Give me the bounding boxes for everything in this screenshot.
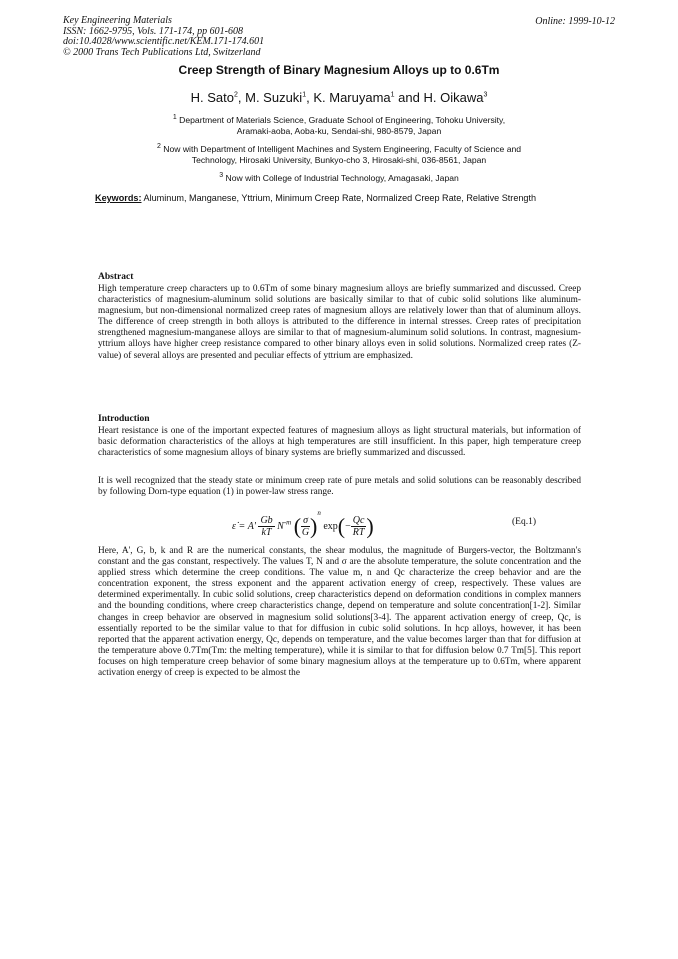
abstract-heading: Abstract [98, 272, 134, 282]
journal-header [63, 16, 264, 58]
affiliation-2: $^2$ Now with Department of Intelligent Machines and System Engineering, Faculty of Science and Technology, Hirosaki University, Bunkyo-cho 3, Hirosaki-shi, 036-8561, Japan [156, 143, 522, 166]
eq-fraction-gb-kt: $\frac{Gb}{kT}$ [260, 515, 273, 539]
copyright: © 2000 Trans Tech Publications Ltd, Switzerland [63, 46, 261, 58]
author-sup: 1 [302, 91, 307, 99]
equation-label: (Eq.1) [512, 517, 537, 527]
author-list: H. Sato$^2$, M. Suzuki$^1$, K. Maruyama$^1$ and H. Oikawa$^3$ [190, 90, 488, 105]
issn: ISSN: 1662-9795, Vols. 171-174, pp 601-608 [63, 25, 243, 37]
dorn-equation: ε̇ = A' $\frac{Gb}{kT}$ $N^{-m}$ ( $\frac{\sigma}{G}$ )$^n$ exp(− $\frac{Qc}{RT}$ ) [232, 509, 374, 539]
online-date: Online: 1999-10-12 [535, 16, 615, 27]
introduction-heading: Introduction [98, 414, 150, 424]
keywords-text: Aluminum, Manganese, Yttrium, Minimum Creep Rate, Normalized Creep Rate, Relative Strength [143, 193, 537, 203]
journal-name: Key Engineering Materials [63, 15, 172, 26]
author-name: H. Sato [190, 90, 234, 105]
intro-paragraph-3: Here, A', G, b, k and R are the numerical constants, the shear modulus, the magnitude of Burgers-vector, the Boltzmann's constant and the gas constant, respectively. The values T, N and σ are the absolute temperature, the solute concentration and the applied stress which determine the creep conditions. The value m, n and Qc characterize the creep behavior and are the concentration exponent, the stress exponent and the apparent activation energy of creep, respectively. These values are determined experimentally. In cubic solid solutions, creep characteristics depend on deformation conditions in complex manners and the bounding conditions, where creep characteristics change, depend on temperature and solute concentration[1-2]. Similar changes in creep behavior are observed in magnesium solid solutions[3-4]. The apparent activation energy of creep, Qc, is essentially reported to be the similar value to that for diffusion in cubic solid solutions. In hcp alloys, however, it has been reported that the apparent activation energy, Qc, depends on temperature, and the value becomes larger than that for diffusion at the temperature above 0.7Tm(Tm: the melting temperature), while it is similar to that for diffusion below 0.7 Tm[5]. This report focuses on high temperature creep behavior of some binary magnesium alloys at the temperature up to 0.6Tm, where apparent activation energy of creep is expected to be almost the [98, 546, 581, 679]
keywords-label: Keywords: [95, 193, 142, 203]
keywords [95, 193, 583, 204]
paper-title: Creep Strength of Binary Magnesium Alloys up to 0.6Tm [178, 63, 500, 77]
author-sup: 1 [390, 91, 395, 99]
intro-paragraph-2: It is well recognized that the steady state or minimum creep rate of pure metals and solid solutions can be reasonably described by following Dorn-type equation (1) in power-law stress range. [98, 476, 581, 498]
doi: doi:10.4028/www.scientific.net/KEM.171-174.601 [63, 36, 265, 48]
affiliation-3: $^3$ Now with College of Industrial Technology, Amagasaki, Japan [219, 172, 459, 183]
abstract-text: High temperature creep characters up to 0.6Tm of some binary magnesium alloys are briefly summarized and discussed. Creep characteristics of magnesium-aluminum solid solutions are basically similar to that of cubic solid solutions like aluminum-magnesium, but non-dimensional normalized creep rates of magnesium alloys are relatively lower than that of aluminum alloys. The difference of creep strength in both alloys is attributed to the difference in internal stresses. Creep rates of precipitation strengthened magnesium-manganese alloys are similar to that of magnesium-aluminum solid solutions. In contrast, magnesium-yttrium alloys have higher creep resistance compared to other binary alloys even in solid solutions. Normalized creep rates (Z-value) of several alloys are presented and peculiar effects of yttrium are emphasized. [98, 284, 581, 361]
eq-fraction-sigma-g: $\frac{\sigma}{G}$ [301, 515, 310, 539]
author-name: H. Oikawa [423, 90, 484, 105]
author-sup: 2 [233, 91, 238, 99]
author-name: M. Suzuki [245, 90, 303, 105]
affiliation-1: $^1$ Department of Materials Science, Graduate School of Engineering, Tohoku University, Aramaki-aoba, Aoba-ku, Sendai-shi, 980-8579, Japan [172, 114, 506, 137]
author-sup: 3 [483, 91, 488, 99]
eq-fraction-qc-rt: $\frac{Qc}{RT}$ [352, 515, 365, 539]
author-name: K. Maruyama [313, 90, 391, 105]
intro-paragraph-1: Heart resistance is one of the important expected features of magnesium alloys as light structural materials, but information of basic deformation characteristics of the alloys at high temperatures are still insufficient. In this paper, high temperature creep characteristics of some magnesium alloys of binary systems are briefly summarized and discussed. [98, 426, 581, 459]
